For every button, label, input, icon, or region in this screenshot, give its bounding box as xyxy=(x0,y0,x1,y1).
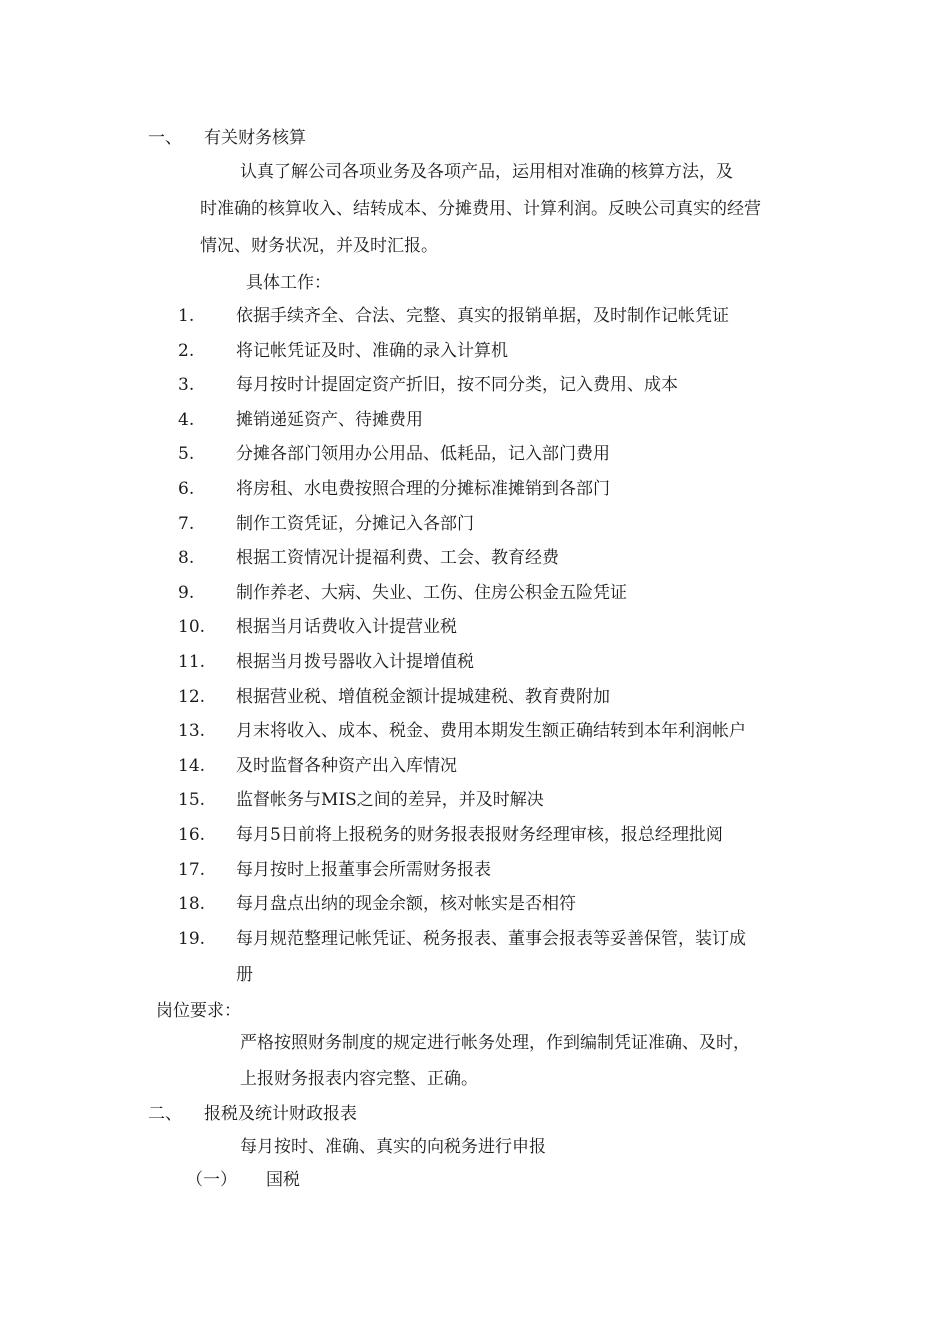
list-item-text: 月末将收入、成本、税金、费用本期发生额正确结转到本年利润帐户 xyxy=(236,721,746,741)
list-item-text: 根据营业税、增值税金额计提城建税、教育费附加 xyxy=(236,687,610,707)
list-item-text: 根据当月话费收入计提营业税 xyxy=(236,617,457,637)
list-item-number: 18. xyxy=(178,894,206,914)
list-item-number: 10. xyxy=(178,617,206,637)
list-item-text: 及时监督各种资产出入库情况 xyxy=(236,756,457,776)
list-item-number: 6. xyxy=(178,479,195,499)
work-label: 具体工作： xyxy=(246,273,331,293)
list-item-number: 11. xyxy=(178,652,206,672)
list-item-text: 监督帐务与MIS之间的差异，并及时解决 xyxy=(236,790,544,810)
list-item-text: 制作工资凭证，分摊记入各部门 xyxy=(236,514,474,534)
subsection-title: 国税 xyxy=(266,1170,300,1190)
intro-line-3: 情况、财务状况，并及时汇报。 xyxy=(200,236,438,256)
intro-line-2: 时准确的核算收入、结转成本、分摊费用、计算利润。反映公司真实的经营 xyxy=(200,199,761,219)
list-item-number: 17. xyxy=(178,860,206,880)
list-item-text: 制作养老、大病、失业、工伤、住房公积金五险凭证 xyxy=(236,583,627,603)
list-item-text: 每月按时计提固定资产折旧，按不同分类，记入费用、成本 xyxy=(236,375,678,395)
list-item-text: 依据手续齐全、合法、完整、真实的报销单据，及时制作记帐凭证 xyxy=(236,306,729,326)
list-item-number: 16. xyxy=(178,825,206,845)
list-item-number: 15. xyxy=(178,790,206,810)
requirement-line-2: 上报财务报表内容完整、正确。 xyxy=(240,1069,478,1089)
list-item-text: 根据工资情况计提福利费、工会、教育经费 xyxy=(236,548,559,568)
list-item-number: 7. xyxy=(178,514,195,534)
list-item-number: 5. xyxy=(178,444,195,464)
list-item-text: 每月按时上报董事会所需财务报表 xyxy=(236,860,491,880)
section-2-intro: 每月按时、准确、真实的向税务进行申报 xyxy=(240,1137,546,1157)
list-item-text: 摊销递延资产、待摊费用 xyxy=(236,410,423,430)
section-1-number: 一、 xyxy=(148,128,182,148)
subsection-number: （一） xyxy=(186,1170,237,1190)
list-item-number: 2. xyxy=(178,341,195,361)
list-item-text: 根据当月拨号器收入计提增值税 xyxy=(236,652,474,672)
list-item-text: 将房租、水电费按照合理的分摊标准摊销到各部门 xyxy=(236,479,610,499)
list-item-number: 19. xyxy=(178,929,206,949)
list-item-number: 4. xyxy=(178,410,195,430)
list-item-number: 14. xyxy=(178,756,206,776)
section-1-title: 有关财务核算 xyxy=(204,128,306,148)
list-item-text: 每月5日前将上报税务的财务报表报财务经理审核，报总经理批阅 xyxy=(236,825,723,845)
list-item-number: 8. xyxy=(178,548,195,568)
requirement-line-1: 严格按照财务制度的规定进行帐务处理，作到编制凭证准确、及时， xyxy=(240,1033,750,1053)
list-item-text: 分摊各部门领用办公用品、低耗品，记入部门费用 xyxy=(236,444,610,464)
list-item-number: 3. xyxy=(178,375,195,395)
list-item-number: 1. xyxy=(178,306,195,326)
list-item-number: 13. xyxy=(178,721,206,741)
requirement-label: 岗位要求： xyxy=(156,1001,241,1021)
item-19-continuation: 册 xyxy=(236,965,253,985)
list-item-text: 每月规范整理记帐凭证、税务报表、董事会报表等妥善保管，装订成 xyxy=(236,929,746,949)
section-2-title: 报税及统计财政报表 xyxy=(204,1104,357,1124)
list-item-text: 每月盘点出纳的现金余额，核对帐实是否相符 xyxy=(236,894,576,914)
section-2-number: 二、 xyxy=(148,1104,182,1124)
list-item-text: 将记帐凭证及时、准确的录入计算机 xyxy=(236,341,508,361)
intro-line-1: 认真了解公司各项业务及各项产品，运用相对准确的核算方法，及 xyxy=(240,162,733,182)
list-item-number: 12. xyxy=(178,687,206,707)
list-item-number: 9. xyxy=(178,583,195,603)
